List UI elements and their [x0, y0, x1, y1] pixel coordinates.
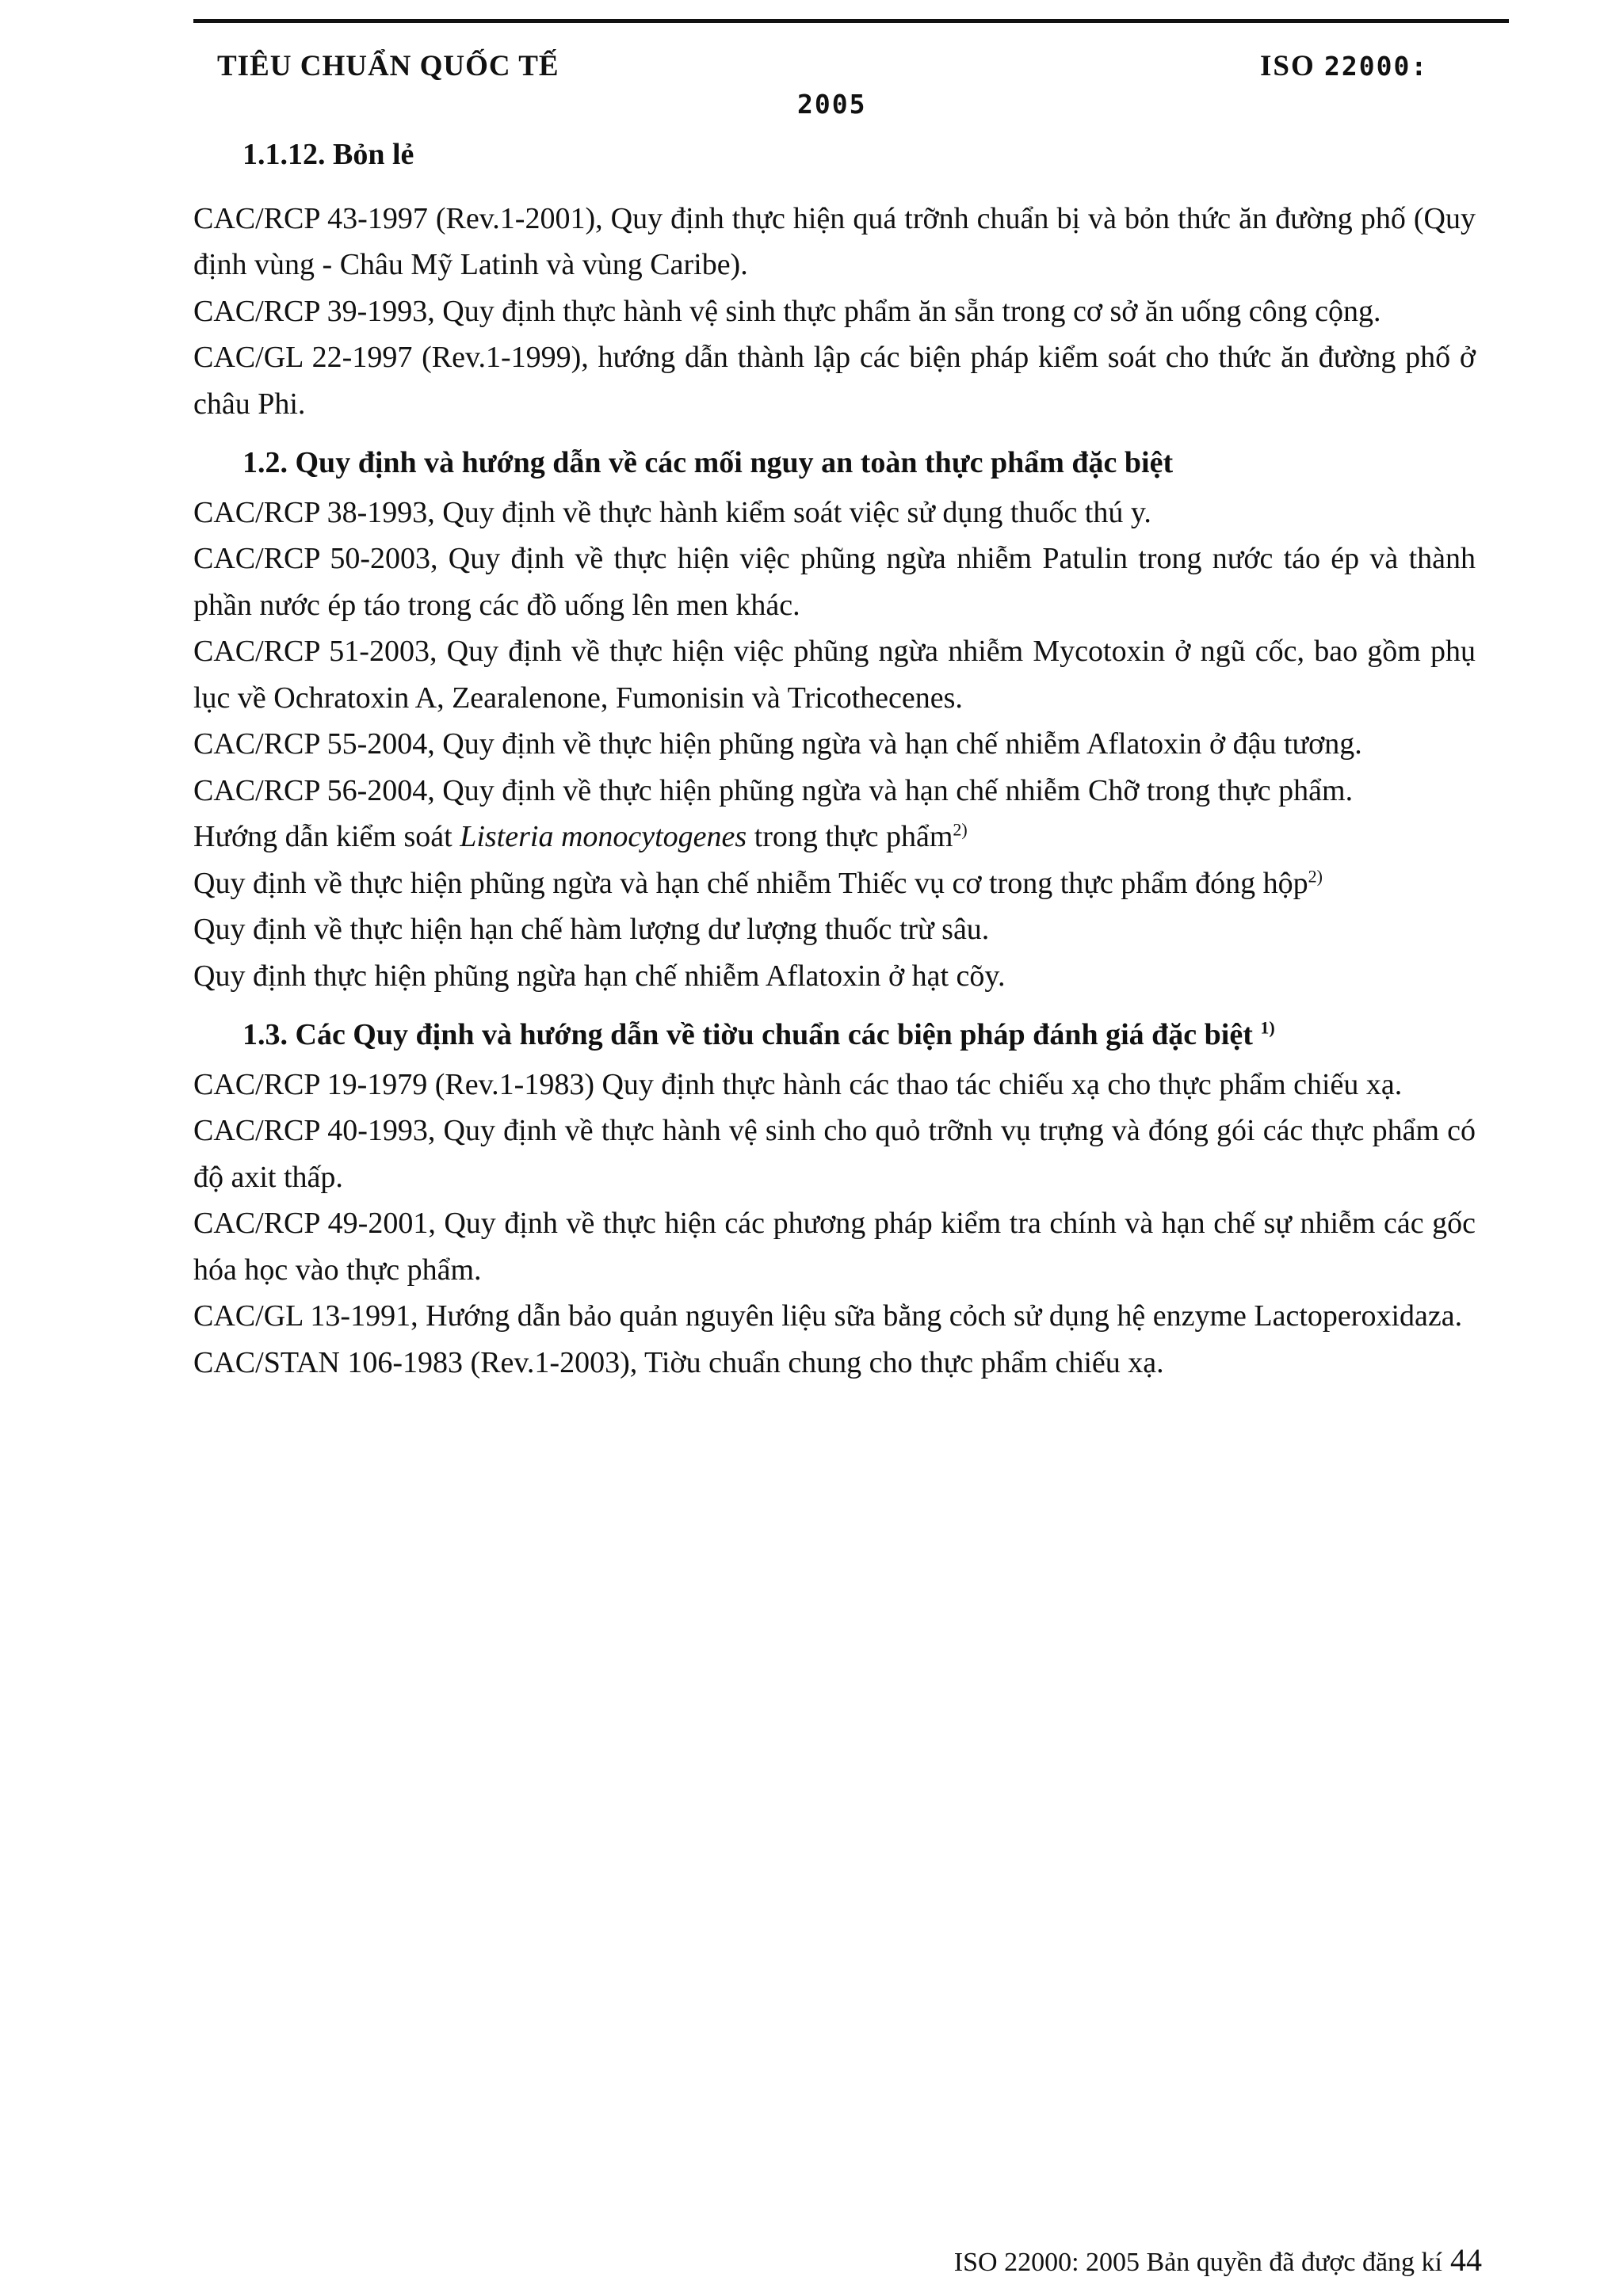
list-item: CAC/RCP 38-1993, Quy định về thực hành kiểm soát việc sử dụng thuốc thú y.	[193, 495, 1151, 529]
list-item: CAC/RCP 56-2004, Quy định về thực hiện phũng ngừa và hạn chế nhiễm Chỡ trong thực phẩm.	[193, 773, 1354, 807]
header-standard-number: 22000:	[1324, 51, 1429, 82]
section-heading-retail: 1.1.12. Bỏn lẻ	[242, 138, 414, 171]
header-rule	[193, 19, 1509, 23]
page-number: 44	[1450, 2242, 1482, 2278]
header-title: TIÊU CHUẨN QUỐC TẾ	[217, 50, 559, 82]
list-item: CAC/RCP 50-2003, Quy định về thực hiện việc phũng ngừa nhiễm Patulin trong nước táo ép và thành phần nước ép táo trong các đồ uống lên men khác.	[193, 542, 1476, 622]
header-standard-prefix: ISO	[1260, 50, 1316, 82]
header-standard	[1260, 49, 1428, 83]
section-heading-assessment: 1.3. Các Quy định và hướng dẫn về tiờu chuẩn các biện pháp đánh giá đặc biệt $^{1)}$	[242, 1017, 1275, 1051]
footnote-marker: 2)	[1308, 865, 1323, 886]
footnote-marker: 2)	[953, 819, 968, 840]
footnote-marker: 1)	[1260, 1017, 1275, 1038]
list-item: Quy định về thực hiện hạn chế hàm lượng dư lượng thuốc trừ sâu.	[193, 913, 990, 946]
list-item: CAC/GL 13-1991, Hướng dẫn bảo quản nguyên liệu sữa bằng cỏch sử dụng hệ enzyme Lactoperoxidaza.	[193, 1299, 1463, 1333]
footer-text: ISO 22000: 2005 Bản quyền đã được đăng kí	[953, 2248, 1442, 2277]
document-body	[193, 132, 1476, 1386]
list-item: CAC/RCP 51-2003, Quy định về thực hiện việc phũng ngừa nhiễm Mycotoxin ở ngũ cốc, bao gồm phụ lục về Ochratoxin A, Zearalenone, Fumonisin và Tricothecenes.	[193, 635, 1476, 715]
list-item: CAC/RCP 40-1993, Quy định về thực hành vệ sinh cho quỏ trỡnh vụ trựng và đóng gói các thực phẩm có độ axit thấp.	[193, 1114, 1476, 1194]
section-heading-hazards: 1.2. Quy định và hướng dẫn về các mối nguy an toàn thực phẩm đặc biệt	[242, 446, 1174, 479]
page-footer	[954, 2241, 1482, 2279]
list-item: CAC/RCP 39-1993, Quy định thực hành vệ sinh thực phẩm ăn sẵn trong cơ sở ăn uống công cộng.	[193, 294, 1381, 328]
list-item: CAC/STAN 106-1983 (Rev.1-2003), Tiờu chuẩn chung cho thực phẩm chiếu xạ.	[193, 1345, 1164, 1379]
species-name: Listeria monocytogenes	[460, 820, 747, 853]
list-item: CAC/RCP 55-2004, Quy định về thực hiện phũng ngừa và hạn chế nhiễm Aflatoxin ở đậu tương.	[193, 727, 1362, 761]
list-item: CAC/RCP 19-1979 (Rev.1-1983) Quy định thực hành các thao tác chiếu xạ cho thực phẩm chiếu xạ.	[193, 1067, 1403, 1101]
list-item-tin: Quy định về thực hiện phũng ngừa và hạn chế nhiễm Thiếc vụ cơ trong thực phẩm đóng hộp$^{2)}$	[193, 865, 1323, 900]
header-year: 2005	[797, 89, 867, 120]
list-item-listeria: Hướng dẫn kiểm soát Listeria monocytogenes trong thực phẩm$^{2)}$	[193, 819, 968, 853]
list-item: CAC/RCP 49-2001, Quy định về thực hiện các phương pháp kiểm tra chính và hạn chế sự nhiễm các gốc hóa học vào thực phẩm.	[193, 1207, 1476, 1287]
list-item: Quy định thực hiện phũng ngừa hạn chế nhiễm Aflatoxin ở hạt cõy.	[193, 959, 1006, 993]
list-item: CAC/RCP 43-1997 (Rev.1-2001), Quy định thực hiện quá trỡnh chuẩn bị và bỏn thức ăn đường phố (Quy định vùng - Châu Mỹ Latinh và vùng Caribe).	[193, 201, 1476, 281]
list-item: CAC/GL 22-1997 (Rev.1-1999), hướng dẫn thành lập các biện pháp kiểm soát cho thức ăn đường phố ở châu Phi.	[193, 341, 1476, 421]
